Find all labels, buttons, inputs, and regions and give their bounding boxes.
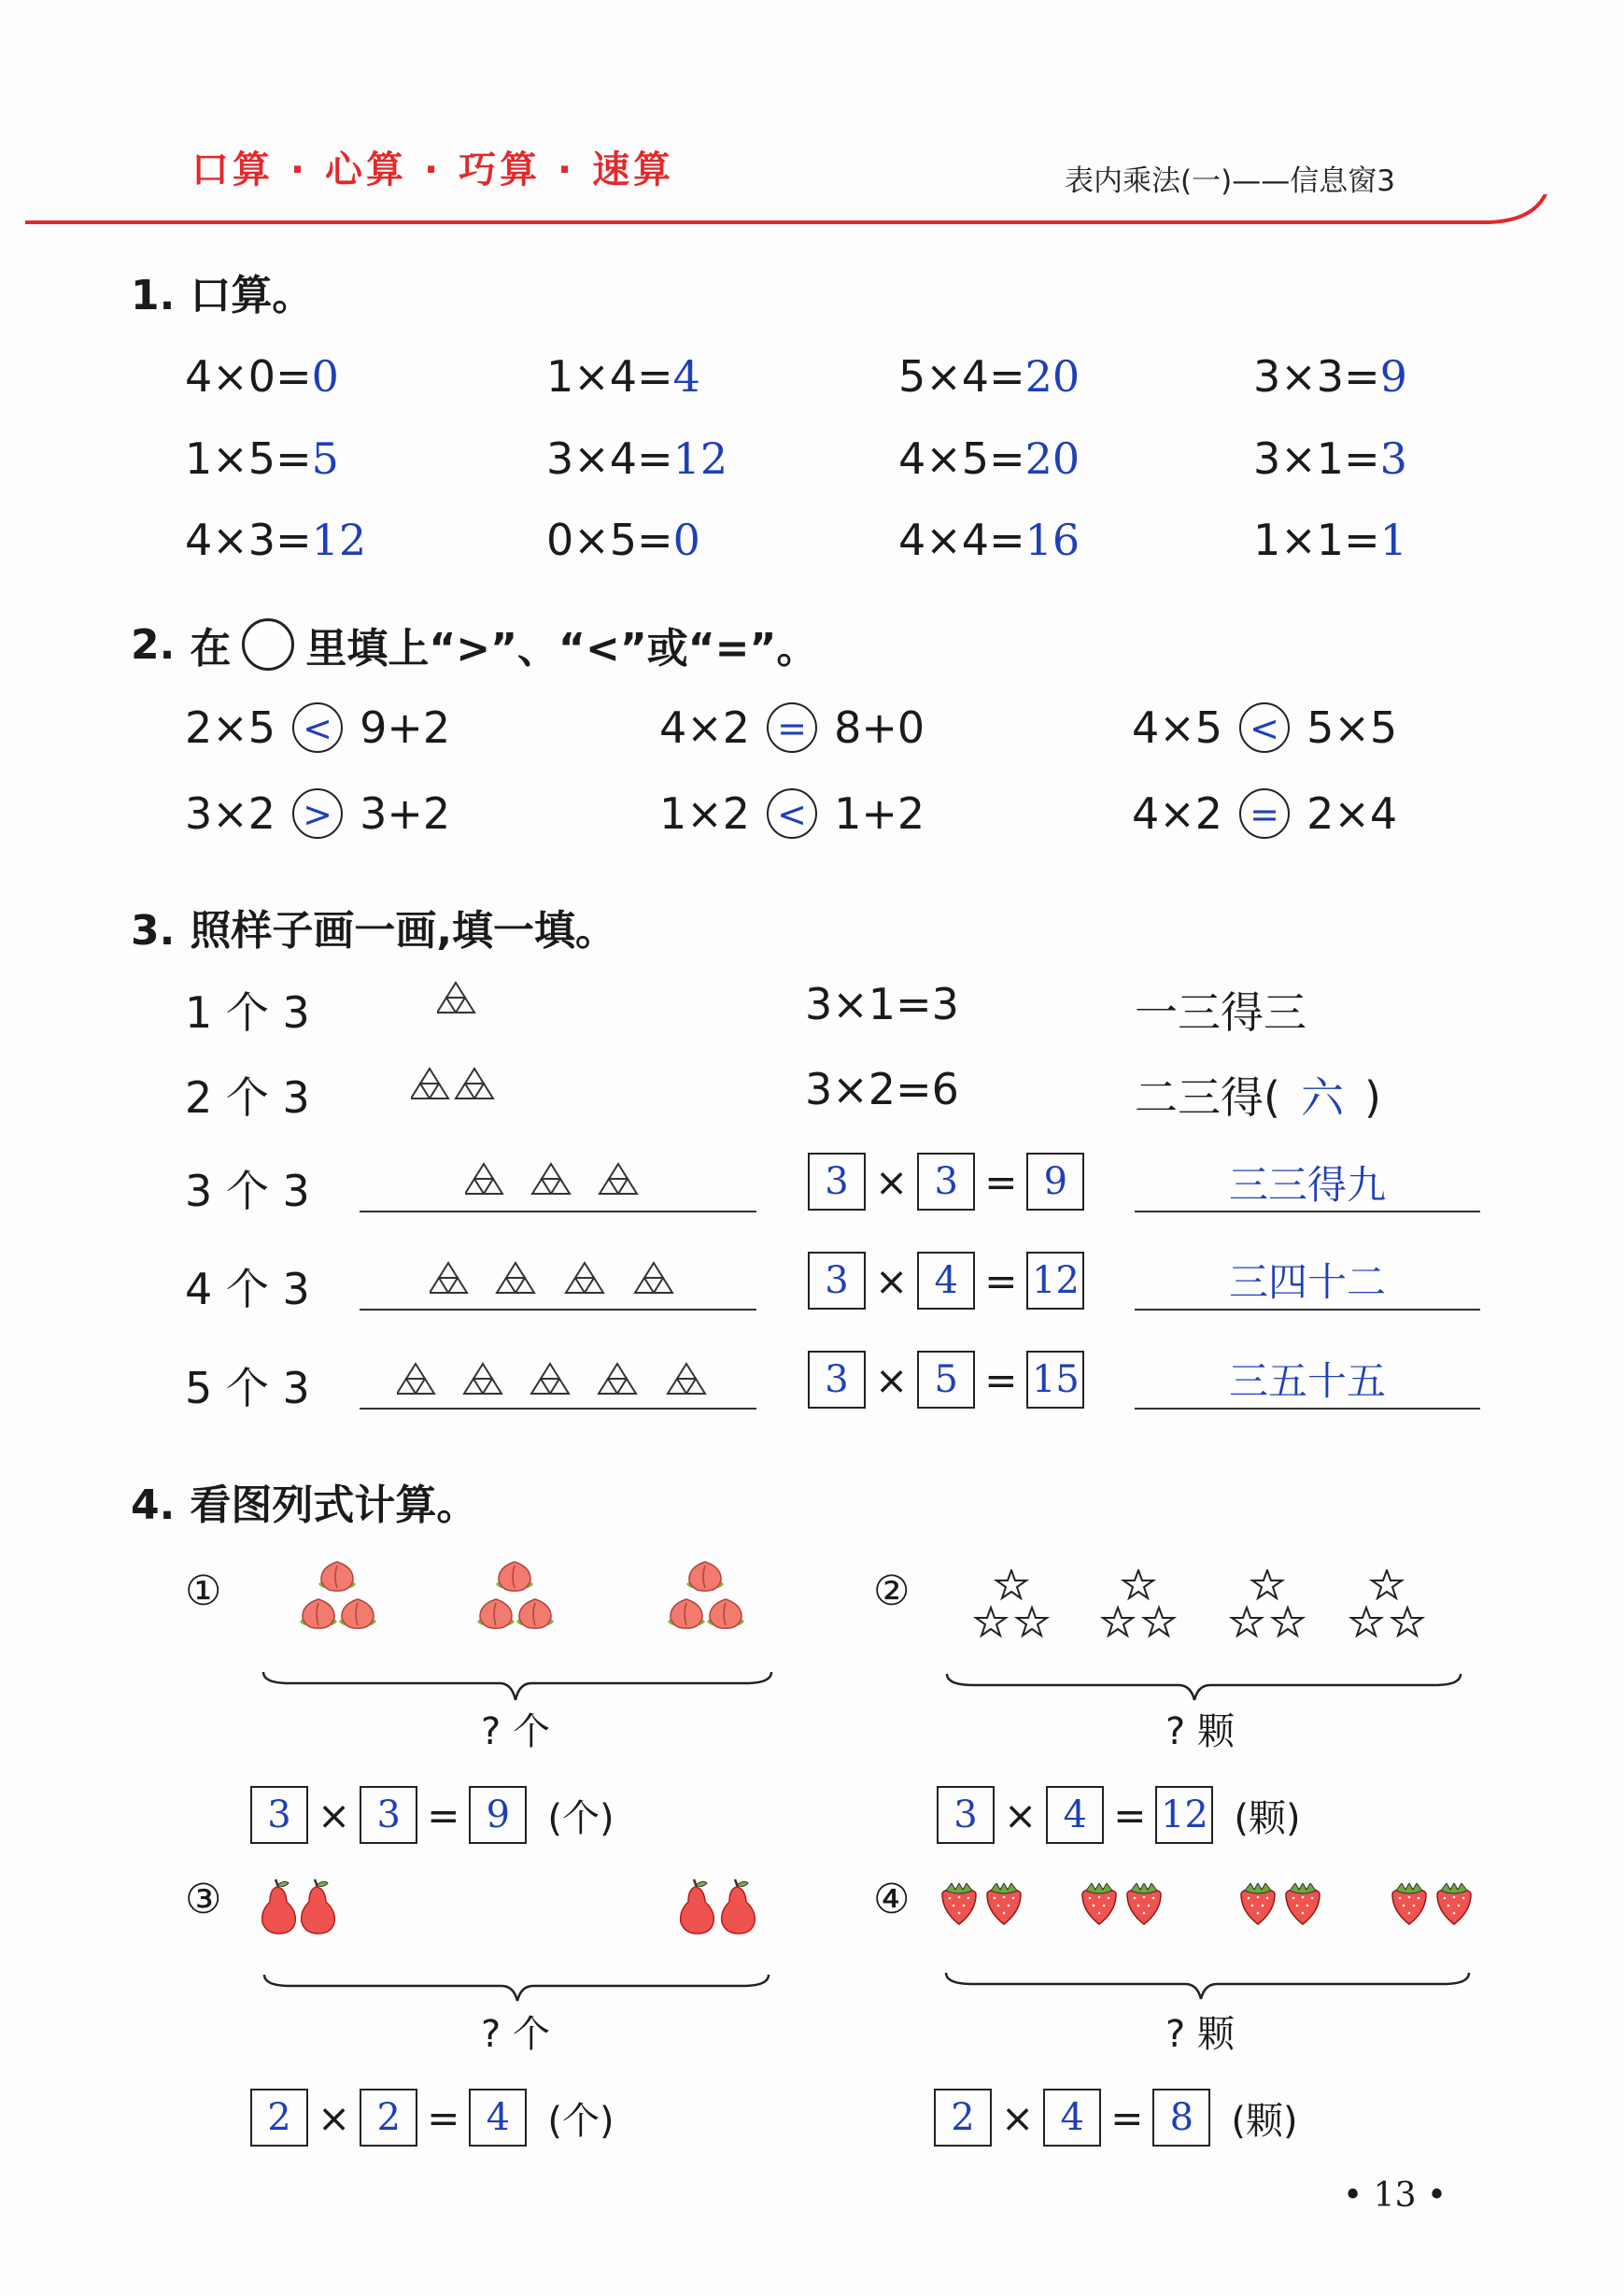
section-heading: 照样子画一画,填一填。 [190,907,617,955]
oral-problem: 4×5=20 [898,433,1080,484]
section-number: 2. [131,620,176,669]
section-heading-part: 在 [190,625,232,673]
section-number: 4. [131,1481,176,1529]
equation-boxes: 3 × 4 = 12 (颗) [937,1786,1301,1844]
comparison-item: 3×2 > 3+2 [185,788,451,839]
section-heading: 看图列式计算。 [190,1481,478,1529]
oral-problem: 4×0=0 [185,351,339,402]
pear-groups-illustration [257,1878,789,2018]
section-number: 3. [131,907,176,955]
unit-label: (颗) [1234,1796,1301,1840]
pronunciation-answer: 三三得九 [1228,1162,1386,1208]
item-mark: ② [873,1567,911,1615]
answer-box: 3 [808,1351,866,1409]
answer-circle: < [767,788,817,839]
header-section-title: 表内乘法(一)——信息窗3 [1065,164,1395,198]
drawing-line [360,1211,756,1212]
answer: 20 [1024,351,1080,402]
oral-problem: 0×5=0 [546,515,700,565]
question-label: ? 个 [481,1710,550,1753]
answer-line [1135,1408,1480,1410]
answer-box: 3 [808,1252,866,1310]
answer-box: 4 [1043,2089,1101,2147]
answer-box: 4 [469,2089,527,2147]
oral-problem: 4×3=12 [185,515,367,565]
oral-problem: 5×4=20 [898,351,1080,402]
section-1-title [131,262,313,321]
row-label: 3 个 3 [185,1166,310,1216]
answer-circle: < [1239,702,1290,753]
equation-boxes: 3 × 3 = 9 [808,1153,1084,1211]
unit-label: (颗) [1231,2099,1298,2143]
answer: 3 [1379,433,1407,484]
section-4-title [131,1471,477,1531]
answer-circle: = [1239,788,1290,839]
peach-groups-illustration [261,1560,784,1709]
answer: 0 [672,515,700,565]
section-3-title [131,897,616,957]
section-heading-part: 里填上“>”、“<”或“=”。 [305,625,818,673]
answer-box: 3 [917,1153,975,1211]
answer: 16 [1024,515,1080,565]
oral-problem: 1×5=5 [185,433,339,484]
answer-box: 8 [1152,2089,1210,2147]
item-mark: ① [185,1567,222,1615]
answer-box: 2 [250,2089,308,2147]
comparison-item: 4×2 = 2×4 [1132,788,1398,839]
question-label: ? 颗 [1165,1710,1235,1753]
unit-label: (个) [547,1796,614,1840]
answer-box: 12 [1026,1252,1084,1310]
oral-problem: 3×4=12 [546,433,728,484]
answer-circle: < [292,702,343,753]
answer-line [1135,1309,1480,1311]
strawberry-groups-illustration [939,1883,1490,2014]
section-number: 1. [131,272,176,319]
answer: 12 [311,515,367,565]
drawing-line [360,1408,756,1410]
answer-box: 3 [808,1153,866,1211]
answer-box: 12 [1155,1786,1213,1844]
oral-problem: 4×4=16 [898,515,1080,565]
triangle-group-icon [465,1162,652,1199]
answer: 六 [1300,1072,1344,1123]
star-groups-illustration [945,1569,1468,1709]
triangle-group-icon [397,1362,724,1399]
equation-boxes: 3 × 3 = 9 (个) [250,1786,614,1844]
item-mark: ④ [873,1876,911,1923]
answer: 1 [1379,515,1407,565]
answer-box: 3 [360,1786,417,1844]
comparison-item: 2×5 < 9+2 [185,702,451,753]
row-label: 1 个 3 [185,987,310,1038]
answer-box: 2 [360,2089,417,2147]
pronunciation: 二三得( 六 ) [1135,1072,1381,1123]
answer-box: 4 [1046,1786,1104,1844]
answer-box: 9 [1026,1153,1084,1211]
row-label: 4 个 3 [185,1264,310,1314]
triangle-group-icon [430,1261,691,1298]
comparison-item: 4×2 = 8+0 [659,702,925,753]
equation-boxes: 2 × 2 = 4 (个) [250,2089,614,2147]
answer: 4 [672,351,700,402]
answer-box: 2 [934,2089,992,2147]
triangle-group-icon [437,981,493,1018]
question-label: ? 颗 [1165,2013,1235,2056]
answer-box: 5 [917,1351,975,1409]
oral-problem: 3×3=9 [1253,351,1407,402]
answer: 12 [672,433,728,484]
answer-box: 15 [1026,1351,1084,1409]
answer-circle: = [767,702,817,753]
answer: 20 [1024,433,1080,484]
answer: 5 [311,433,339,484]
equation: 3×1=3 [805,979,959,1029]
answer-box: 3 [250,1786,308,1844]
oral-problem: 3×1=3 [1253,433,1407,484]
row-label: 2 个 3 [185,1072,310,1123]
equation: 3×2=6 [805,1064,959,1114]
answer-circle: > [292,788,343,839]
equation-boxes: 3 × 5 = 15 [808,1351,1084,1409]
answer: 0 [311,351,339,402]
drawing-line [360,1309,756,1311]
answer: 9 [1379,351,1407,402]
section-2-title [131,615,817,674]
answer-box: 3 [937,1786,995,1844]
unit-label: (个) [547,2099,614,2143]
triangle-group-icon [411,1067,514,1104]
row-label: 5 个 3 [185,1363,310,1413]
blank-circle-icon [242,618,294,671]
answer-box: 4 [917,1252,975,1310]
page-number: • 13 • [1343,2176,1447,2215]
comparison-item: 4×5 < 5×5 [1132,702,1398,753]
header-divider [23,194,1555,232]
question-label: ? 个 [481,2013,550,2056]
item-mark: ③ [185,1876,222,1923]
oral-problem: 1×1=1 [1253,515,1407,565]
equation-boxes: 2 × 4 = 8 (颗) [934,2089,1298,2147]
equation-boxes: 3 × 4 = 12 [808,1252,1084,1310]
comparison-item: 1×2 < 1+2 [659,788,925,839]
pronunciation: 一三得三 [1135,987,1306,1038]
answer-line [1135,1211,1480,1212]
oral-problem: 1×4=4 [546,351,700,402]
pronunciation-answer: 三五十五 [1228,1358,1386,1404]
header-series-title: 口算 · 心算 · 巧算 · 速算 [191,149,675,191]
section-heading: 口算。 [190,272,314,319]
answer-box: 9 [469,1786,527,1844]
pronunciation-answer: 三四十二 [1228,1259,1386,1305]
